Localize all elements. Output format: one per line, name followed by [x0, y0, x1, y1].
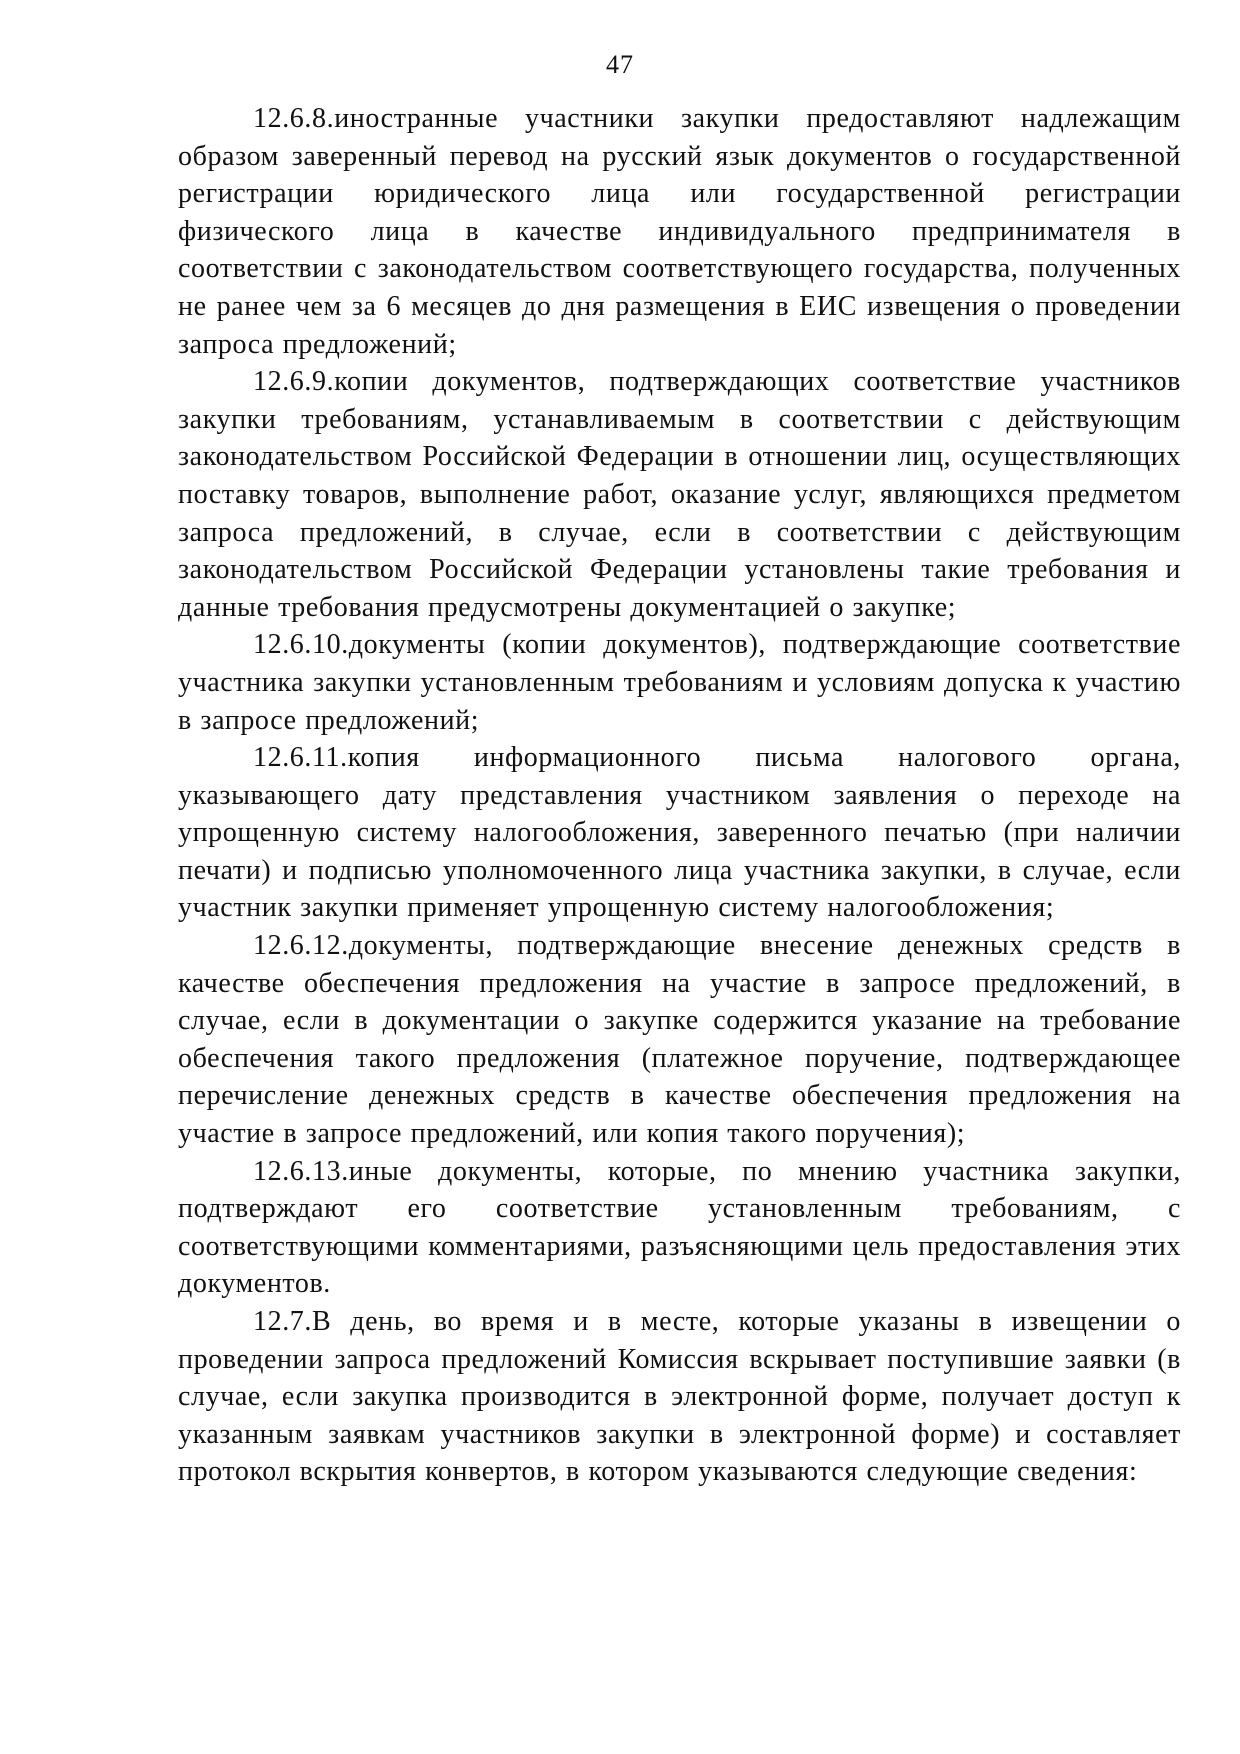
- paragraph-12-6-9: 12.6.9.копии документов, подтверждающих соответствие участников закупки требованиям, устанавливаемым в соответствии с действующим законодательством Российской Федерации в отношении лиц, осуществляющих поставку товаров, выполнение работ, оказание услуг, являющихся предметом запроса предложений, в случае, если в соответствии с действующим законодательством Российской Федерации установлены такие требования и данные требования предусмотрены документацией о закупке;: [178, 366, 1181, 623]
- document-body: [178, 100, 1181, 1491]
- paragraph-12-6-8: 12.6.8.иностранные участники закупки предоставляют надлежащим образом заверенный перевод на русский язык документов о государственной регистрации юридического лица или государственной регистрации физического лица в качестве индивидуального предпринимателя в соответствии с законодательством соответствующего государства, полученных не ранее чем за 6 месяцев до дня размещения в ЕИС извещения о проведении запроса предложений;: [178, 103, 1181, 360]
- paragraph-12-7: 12.7.В день, во время и в месте, которые указаны в извещении о проведении запроса предложений Комиссия вскрывает поступившие заявки (в случае, если закупка производится в электронной форме, получает доступ к указанным заявкам участников закупки в электронной форме) и составляет протокол вскрытия конвертов, в котором указываются следующие сведения:: [178, 1306, 1181, 1488]
- page-number: 47: [606, 50, 634, 79]
- paragraph-12-6-13: 12.6.13.иные документы, которые, по мнению участника закупки, подтверждают его соответствие установленным требованиям, с соответствующими комментариями, разъясняющими цель предоставления этих документов.: [178, 1155, 1181, 1300]
- paragraph-12-6-12: 12.6.12.документы, подтверждающие внесение денежных средств в качестве обеспечения предложения на участие в запросе предложений, в случае, если в документации о закупке содержится указание на требование обеспечения такого предложения (платежное поручение, подтверждающее перечисление денежных средств в качестве обеспечения предложения на участие в запросе предложений, или копия такого поручения);: [178, 930, 1181, 1150]
- paragraph-12-6-11: 12.6.11.копия информационного письма налогового органа, указывающего дату представления участником заявления о переходе на упрощенную систему налогообложения, заверенного печатью (при наличии печати) и подписью уполномоченного лица участника закупки, в случае, если участник закупки применяет упрощенную систему налогообложения;: [178, 742, 1181, 924]
- paragraph-12-6-10: 12.6.10.документы (копии документов), подтверждающие соответствие участника закупки установленным требованиям и условиям допуска к участию в запросе предложений;: [178, 629, 1181, 736]
